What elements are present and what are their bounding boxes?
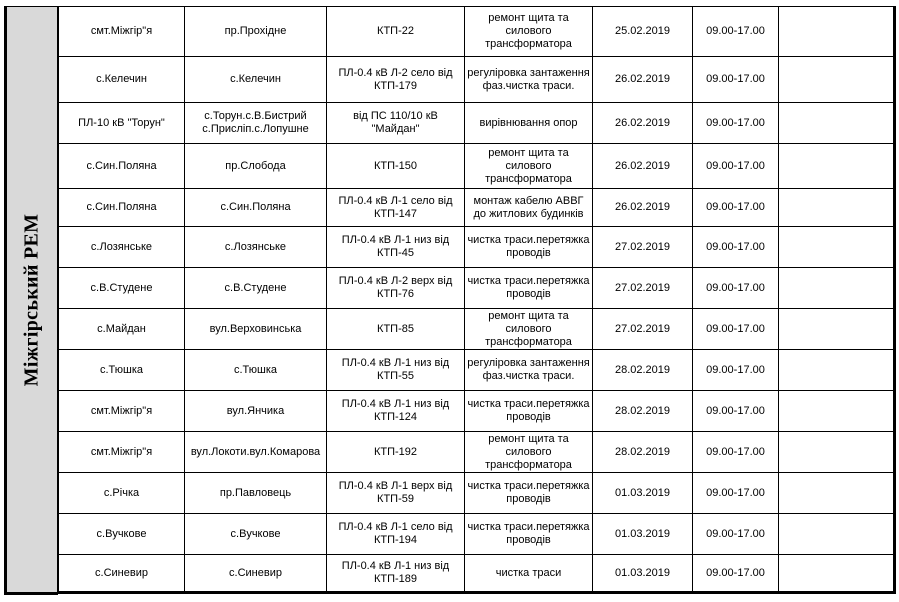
work-cell [465, 350, 593, 391]
time-cell-text: 09.00-17.00 [706, 527, 765, 540]
object-cell [327, 350, 465, 391]
settlement-cell-text: смт.Міжгір"я [90, 445, 153, 458]
time-cell-text: 09.00-17.00 [706, 159, 765, 172]
date-cell [593, 189, 693, 227]
work-cell [465, 189, 593, 227]
date-cell [593, 103, 693, 144]
settlement-cell-text: ПЛ-10 кВ "Торун" [78, 116, 165, 129]
street-cell [185, 350, 327, 391]
work-cell [465, 7, 593, 57]
settlement-cell [59, 189, 185, 227]
time-cell-text: 09.00-17.00 [706, 25, 765, 37]
region-label: Міжгірський РЕМ [20, 213, 43, 386]
note-cell [779, 432, 895, 473]
note-cell [779, 309, 895, 350]
street-cell [185, 391, 327, 432]
date-cell-text: 28.02.2019 [614, 445, 671, 458]
note-cell [779, 514, 895, 555]
object-cell [327, 555, 465, 593]
time-cell [693, 103, 779, 144]
date-cell-text: 28.02.2019 [614, 363, 671, 376]
settlement-cell-text: с.Синевир [95, 566, 148, 579]
settlement-cell [59, 555, 185, 593]
work-cell-text: ремонт щита та силового трансформатора [485, 146, 572, 185]
table-row [59, 309, 895, 350]
table-row [59, 473, 895, 514]
settlement-cell [59, 7, 185, 57]
settlement-cell-text: с.Син.Поляна [86, 159, 157, 172]
time-cell [693, 7, 779, 57]
work-cell-text: ремонт щита та силового трансформатора [485, 309, 572, 348]
object-cell-text: ПЛ-0.4 кВ Л-1 верх від КТП-59 [338, 480, 453, 505]
street-cell [185, 103, 327, 144]
work-cell-text: чистка траси.перетяжка проводів [467, 398, 590, 423]
settlement-cell [59, 514, 185, 555]
note-cell [779, 7, 895, 57]
time-cell-text: 09.00-17.00 [706, 363, 765, 376]
table-row [59, 555, 895, 593]
time-cell-text: 09.00-17.00 [706, 116, 765, 129]
schedule-frame [4, 6, 891, 595]
date-cell [593, 227, 693, 268]
note-cell [779, 227, 895, 268]
object-cell-text: ПЛ-0.4 кВ Л-2 село від КТП-179 [338, 66, 453, 92]
street-cell-text: с.Келечин [230, 73, 281, 85]
date-cell-text: 01.03.2019 [614, 566, 671, 579]
object-cell [327, 7, 465, 57]
work-cell-text: чистка траси.перетяжка проводів [467, 480, 590, 505]
time-cell [693, 309, 779, 350]
street-cell-text: с.Вучкове [230, 527, 281, 540]
object-cell-text: від ПС 110/10 кВ "Майдан" [353, 110, 438, 135]
note-cell [779, 103, 895, 144]
time-cell [693, 514, 779, 555]
street-cell-text: вул.Янчика [226, 404, 285, 417]
settlement-cell-text: с.В.Студене [90, 281, 153, 294]
date-cell [593, 514, 693, 555]
table-row [59, 391, 895, 432]
street-cell-text: вул.Локоти.вул.Комарова [190, 445, 321, 458]
date-cell-text: 27.02.2019 [614, 240, 671, 253]
settlement-cell [59, 103, 185, 144]
table-row [59, 189, 895, 227]
settlement-cell-text: с.Тюшка [99, 363, 144, 376]
date-cell-text: 26.02.2019 [614, 201, 671, 213]
settlement-cell-text: с.Келечин [96, 73, 147, 85]
time-cell [693, 555, 779, 593]
time-cell [693, 268, 779, 309]
work-cell-text: ремонт щита та силового трансформатора [485, 432, 572, 471]
settlement-cell [59, 268, 185, 309]
table-row [59, 432, 895, 473]
settlement-cell-text: с.Лозянське [90, 240, 153, 253]
settlement-cell-text: смт.Міжгір"я [90, 404, 153, 417]
work-cell-text: чистка траси.перетяжка проводів [467, 234, 590, 259]
settlement-cell [59, 309, 185, 350]
table-row [59, 268, 895, 309]
settlement-cell-text: с.Майдан [97, 322, 146, 335]
object-cell-text: КТП-22 [377, 25, 414, 37]
object-cell-text: ПЛ-0.4 кВ Л-1 низ від КТП-45 [341, 234, 450, 259]
street-cell-text: вул.Верховинська [209, 322, 302, 335]
date-cell [593, 473, 693, 514]
street-cell [185, 514, 327, 555]
object-cell-text: КТП-150 [373, 159, 418, 172]
date-cell-text: 28.02.2019 [614, 404, 671, 417]
table-row [59, 144, 895, 189]
note-cell [779, 144, 895, 189]
note-cell [779, 189, 895, 227]
work-cell-text: монтаж кабелю АВВГ до житлових будинків [473, 194, 584, 220]
object-cell [327, 432, 465, 473]
outage-schedule-table [58, 6, 896, 594]
object-cell [327, 514, 465, 555]
time-cell-text: 09.00-17.00 [706, 322, 765, 335]
settlement-cell [59, 391, 185, 432]
street-cell-text: с.Тюшка [233, 363, 278, 376]
time-cell [693, 57, 779, 103]
object-cell [327, 268, 465, 309]
street-cell [185, 432, 327, 473]
date-cell [593, 57, 693, 103]
object-cell [327, 391, 465, 432]
work-cell [465, 309, 593, 350]
table-row [59, 227, 895, 268]
settlement-cell [59, 57, 185, 103]
street-cell [185, 309, 327, 350]
time-cell [693, 391, 779, 432]
time-cell-text: 09.00-17.00 [706, 201, 765, 213]
time-cell [693, 227, 779, 268]
street-cell-text: пр.Слобода [225, 159, 286, 172]
settlement-cell-text: смт.Міжгір"я [90, 25, 153, 37]
settlement-cell [59, 432, 185, 473]
work-cell [465, 103, 593, 144]
date-cell-text: 01.03.2019 [614, 486, 671, 499]
street-cell-text: пр.Павловець [219, 486, 292, 499]
date-cell [593, 555, 693, 593]
settlement-cell [59, 227, 185, 268]
object-cell [327, 57, 465, 103]
time-cell-text: 09.00-17.00 [706, 281, 765, 294]
object-cell-text: КТП-192 [373, 445, 418, 458]
object-cell-text: ПЛ-0.4 кВ Л-2 верх від КТП-76 [338, 275, 453, 300]
date-cell [593, 391, 693, 432]
table-row [59, 103, 895, 144]
object-cell [327, 189, 465, 227]
street-cell [185, 189, 327, 227]
note-cell [779, 555, 895, 593]
time-cell [693, 189, 779, 227]
work-cell-text: регуліровка зантаження фаз.чистка траси. [467, 357, 590, 382]
time-cell-text: 09.00-17.00 [706, 73, 765, 85]
object-cell [327, 103, 465, 144]
date-cell-text: 26.02.2019 [614, 159, 671, 172]
time-cell-text: 09.00-17.00 [706, 566, 765, 579]
time-cell [693, 350, 779, 391]
table-row [59, 57, 895, 103]
object-cell-text: ПЛ-0.4 кВ Л-1 низ від КТП-124 [341, 398, 450, 423]
date-cell-text: 27.02.2019 [614, 281, 671, 294]
date-cell-text: 25.02.2019 [614, 25, 671, 37]
street-cell-text: пр.Прохідне [224, 25, 287, 37]
street-cell [185, 144, 327, 189]
object-cell-text: ПЛ-0.4 кВ Л-1 низ від КТП-189 [341, 560, 450, 585]
time-cell [693, 432, 779, 473]
work-cell [465, 514, 593, 555]
street-cell [185, 555, 327, 593]
street-cell-text: с.Синевир [229, 566, 282, 579]
date-cell-text: 27.02.2019 [614, 322, 671, 335]
street-cell-text: с.Лозянське [224, 240, 287, 253]
work-cell [465, 432, 593, 473]
time-cell [693, 473, 779, 514]
time-cell-text: 09.00-17.00 [706, 240, 765, 253]
street-cell-text: с.В.Студене [224, 281, 287, 294]
time-cell-text: 09.00-17.00 [706, 486, 765, 499]
object-cell-text: КТП-85 [377, 322, 414, 335]
date-cell-text: 26.02.2019 [614, 73, 671, 85]
note-cell [779, 391, 895, 432]
time-cell-text: 09.00-17.00 [706, 445, 765, 458]
street-cell [185, 227, 327, 268]
work-cell-text: чистка траси.перетяжка проводів [467, 521, 590, 546]
note-cell [779, 350, 895, 391]
time-cell [693, 144, 779, 189]
street-cell-text: с.Син.Поляна [220, 201, 291, 213]
note-cell [779, 57, 895, 103]
street-cell [185, 7, 327, 57]
object-cell [327, 144, 465, 189]
object-cell [327, 309, 465, 350]
work-cell-text: чистка траси [495, 566, 562, 579]
region-cell [4, 6, 58, 595]
object-cell-text: ПЛ-0.4 кВ Л-1 село від КТП-194 [338, 521, 453, 546]
settlement-cell-text: с.Вучкове [96, 527, 147, 540]
date-cell [593, 309, 693, 350]
settlement-cell-text: с.Син.Поляна [86, 201, 157, 213]
work-cell [465, 391, 593, 432]
table-row [59, 350, 895, 391]
date-cell-text: 26.02.2019 [614, 116, 671, 129]
work-cell-text: ремонт щита та силового трансформатора [485, 12, 572, 50]
work-cell-text: вирівнювання опор [479, 116, 578, 129]
street-cell-text: с.Торун.с.В.Бистрий с.Присліп.с.Лопушне [202, 110, 309, 135]
settlement-cell [59, 144, 185, 189]
settlement-cell-text: с.Річка [103, 486, 140, 499]
object-cell-text: ПЛ-0.4 кВ Л-1 село від КТП-147 [338, 194, 453, 220]
date-cell [593, 432, 693, 473]
object-cell [327, 227, 465, 268]
object-cell-text: ПЛ-0.4 кВ Л-1 низ від КТП-55 [341, 357, 450, 382]
time-cell-text: 09.00-17.00 [706, 404, 765, 417]
work-cell [465, 144, 593, 189]
work-cell [465, 268, 593, 309]
table-body [59, 7, 895, 593]
date-cell [593, 268, 693, 309]
work-cell [465, 555, 593, 593]
date-cell [593, 144, 693, 189]
street-cell [185, 268, 327, 309]
date-cell-text: 01.03.2019 [614, 527, 671, 540]
object-cell [327, 473, 465, 514]
note-cell [779, 473, 895, 514]
work-cell-text: чистка траси.перетяжка проводів [467, 275, 590, 300]
street-cell [185, 473, 327, 514]
date-cell [593, 7, 693, 57]
settlement-cell [59, 473, 185, 514]
work-cell [465, 227, 593, 268]
settlement-cell [59, 350, 185, 391]
work-cell-text: регуліровка зантаження фаз.чистка траси. [467, 66, 590, 92]
street-cell [185, 57, 327, 103]
work-cell [465, 473, 593, 514]
date-cell [593, 350, 693, 391]
table-row [59, 7, 895, 57]
work-cell [465, 57, 593, 103]
note-cell [779, 268, 895, 309]
table-row [59, 514, 895, 555]
